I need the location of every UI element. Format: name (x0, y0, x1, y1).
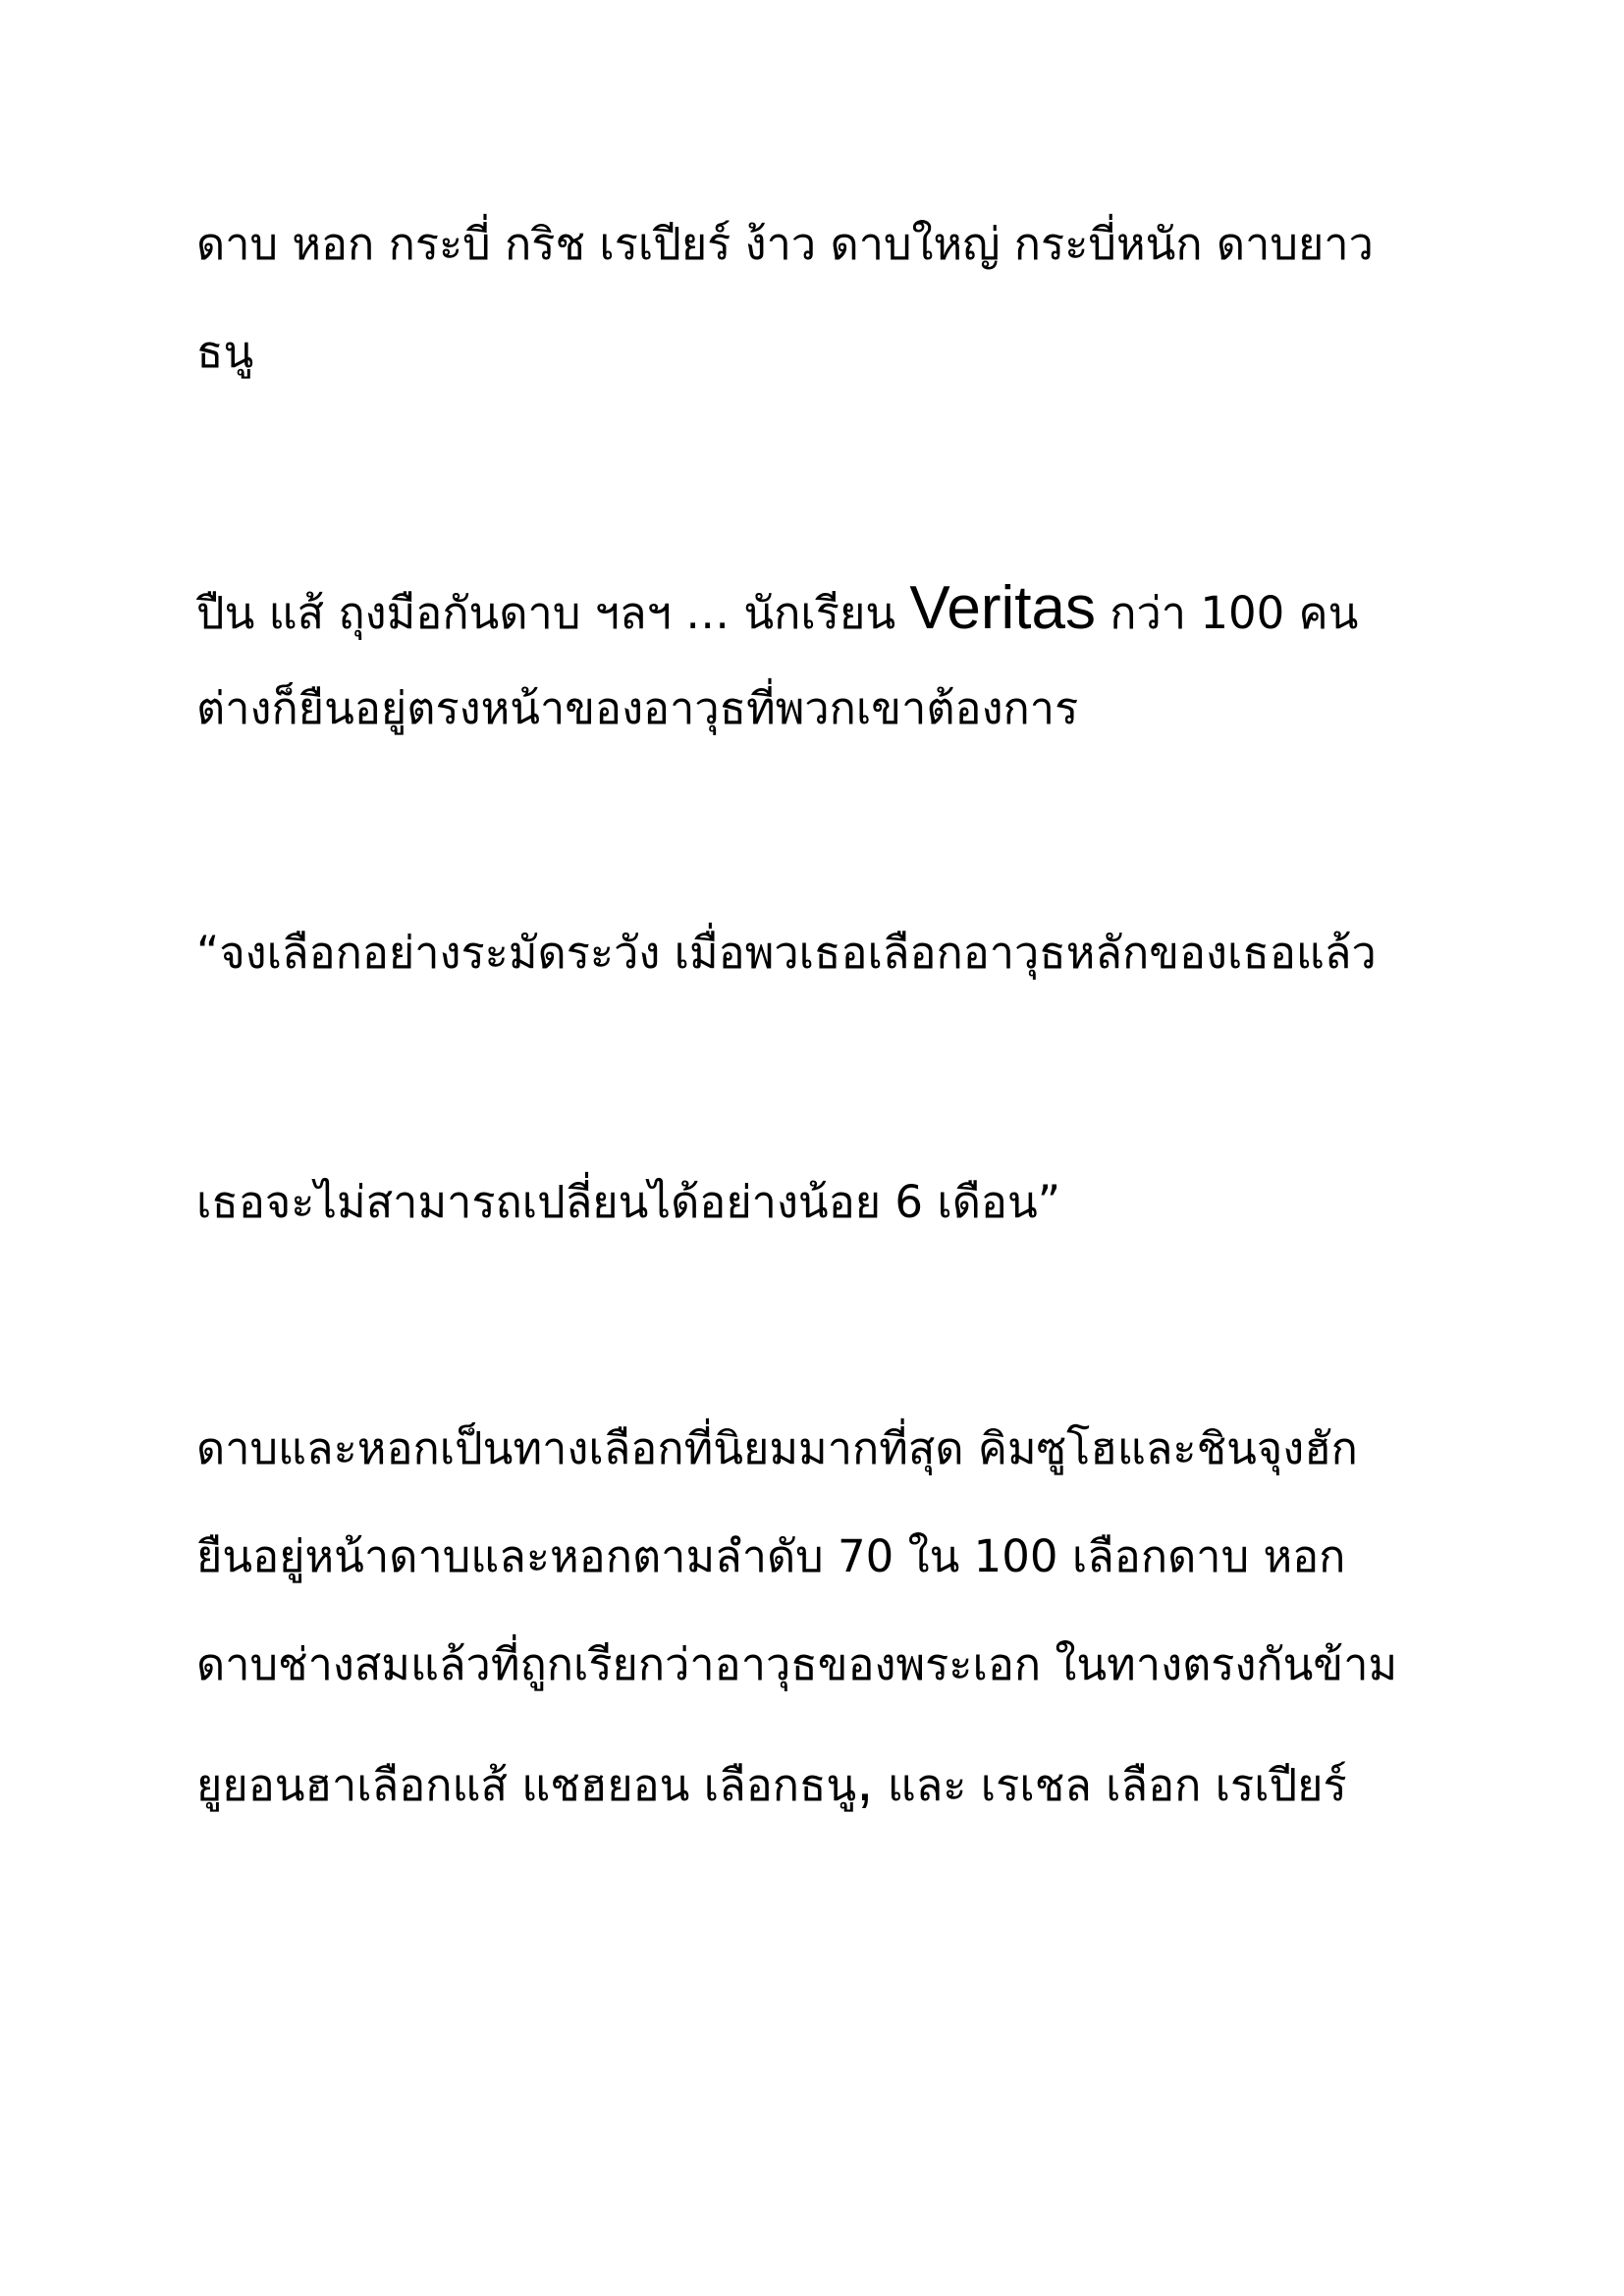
text-line: เธอจะไม่สามารถเปลี่ยนได้อย่างน้อย 6 เดือน” (196, 1176, 1061, 1228)
text-line: ดาบและหอกเป็นทางเลือกที่นิยมมากที่สุด คิมซูโฮและชินจุงฮัก (196, 1422, 1358, 1474)
text-line: ยืนอยู่หน้าดาบและหอกตามลำดับ 70 ใน 100 เลือกดาบ หอก (196, 1530, 1346, 1582)
text-line: ต่างก็ยืนอยู่ตรงหน้าของอาวุธที่พวกเขาต้องการ (196, 682, 1079, 734)
text-span: และ เรเชล เลือก เรเปียร์ (873, 1759, 1347, 1811)
text-span-veritas: Veritas (909, 574, 1096, 642)
text-span-comma: , (856, 1746, 874, 1814)
text-line (196, 574, 1473, 642)
text-span: ปืน แส้ ถุงมือกันดาบ ฯลฯ … นักเรียน (196, 587, 910, 639)
text-span: ยูยอนฮาเลือกแส้ แชฮยอน เลือกธนู (196, 1759, 857, 1811)
text-line: ดาบ หอก กระบี่ กริช เรเปียร์ ง้าว ดาบใหญ่ กระบี่หนัก ดาบยาว (196, 218, 1374, 270)
text-span: กว่า 100 คน (1095, 587, 1359, 639)
text-line: ดาบช่างสมแล้วที่ถูกเรียกว่าอาวุธของพระเอก ในทางตรงกันข้าม (196, 1638, 1398, 1690)
text-line: “จงเลือกอย่างระมัดระวัง เมื่อพวเธอเลือกอาวุธหลักของเธอแล้ว (196, 927, 1377, 979)
text-line: ธนู (196, 326, 254, 378)
text-line (196, 1746, 1473, 1814)
